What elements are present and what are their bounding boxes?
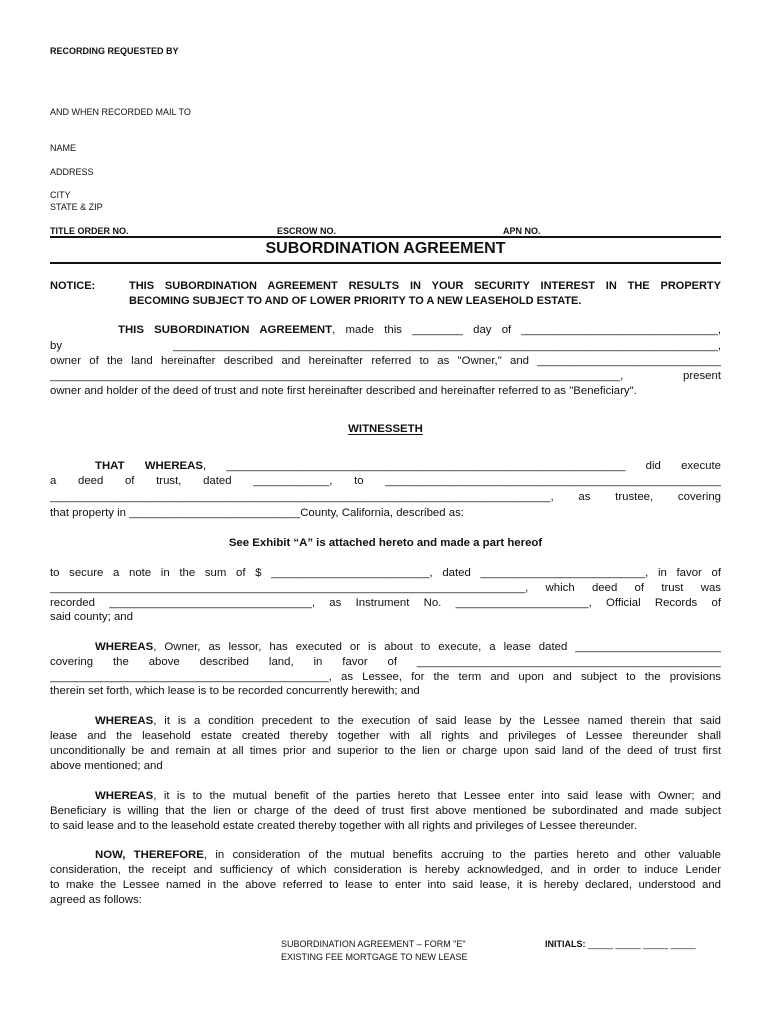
whereas2-line-3: ____________________________________________, as Lessee, for the term and upon and subject to the provisions <box>50 671 721 683</box>
whereas1-line-1: THAT WHEREAS, _______________________________________________________________ did execute <box>95 460 721 472</box>
title-rule <box>50 262 721 264</box>
state-zip-label: STATE & ZIP <box>50 202 103 212</box>
whereas3-lead: WHEREAS <box>95 715 154 727</box>
intro-line-3: owner of the land hereinafter described and hereinafter referred to as "Owner," and _____________________________ <box>50 355 721 367</box>
note-line-2: ___________________________________________________________________________, which deed of trust was <box>50 582 721 594</box>
whereas2-line-4: therein set forth, which lease is to be recorded concurrently herewith; and <box>50 685 420 697</box>
now-line-3: to make the Lessee named in the above referred to lease to enter into said lease, it is hereby declared, understood and <box>50 879 721 891</box>
whereas1-line-4: that property in ___________________________County, California, described as: <box>50 507 464 519</box>
whereas3-line-3: unconditionally be and remain at all times prior and superior to the lien or charge upon said land of the deed of trust first <box>50 745 721 757</box>
now-lead: NOW, THEREFORE <box>95 849 204 861</box>
footer-form-line-1: SUBORDINATION AGREEMENT – FORM "E" <box>281 939 466 949</box>
whereas3-line-1: WHEREAS, it is a condition precedent to the execution of said lease by the Lessee named therein that said <box>95 715 721 727</box>
whereas2-lead: WHEREAS <box>95 641 154 653</box>
intro-line-1 <box>50 324 721 336</box>
address-label: ADDRESS <box>50 167 94 177</box>
notice-line-2: BECOMING SUBJECT TO AND OF LOWER PRIORITY TO A NEW LEASEHOLD ESTATE. <box>129 295 582 307</box>
header-rule <box>50 236 721 238</box>
now-line-2: consideration, the receipt and sufficiency of which consideration is hereby acknowledged, and in order to induce Lender <box>50 864 721 876</box>
whereas2-line-2: covering the above described land, in favor of ________________________________________________ <box>50 656 721 668</box>
whereas2-line-1: WHEREAS, Owner, as lessor, has executed or is about to execute, a lease dated _______________________ <box>95 641 721 653</box>
document-title: SUBORDINATION AGREEMENT <box>265 240 506 257</box>
intro-line-1-text: , made this ________ day of _______________________________, <box>332 324 721 336</box>
exhibit-note: See Exhibit “A” is attached hereto and made a part hereof <box>228 537 543 549</box>
witnesseth-heading: WITNESSETH <box>348 423 423 435</box>
apn-label: APN NO. <box>503 226 541 236</box>
initials-label: INITIALS: <box>545 939 586 949</box>
whereas3-line-2: lease and the leasehold estate created thereby together with all rights and privileges of Lessee thereunder shall <box>50 730 721 742</box>
recording-requested-by: RECORDING REQUESTED BY <box>50 46 179 56</box>
intro-lead: THIS SUBORDINATION AGREEMENT <box>118 324 333 336</box>
note-line-4: said county; and <box>50 611 133 623</box>
whereas1-line-2: a deed of trust, dated ____________, to _____________________________________________________ <box>50 475 721 487</box>
whereas1-line-3: _______________________________________________________________________________, as trustee, covering <box>50 491 721 503</box>
intro-line-4: __________________________________________________________________________________________, present <box>50 370 721 382</box>
initials-blanks: _____ _____ _____ _____ <box>588 939 696 949</box>
when-recorded-label: AND WHEN RECORDED MAIL TO <box>50 107 191 117</box>
now-line-1: NOW, THEREFORE, in consideration of the mutual benefits accruing to the parties hereto and other valuable <box>95 849 721 861</box>
escrow-label: ESCROW NO. <box>277 226 337 236</box>
whereas3-line-4: above mentioned; and <box>50 760 163 772</box>
whereas4-line-1: WHEREAS, it is to the mutual benefit of the parties hereto that Lessee enter into said lease with Owner; and <box>95 790 721 802</box>
whereas1-lead: THAT WHEREAS <box>95 460 203 472</box>
city-label: CITY <box>50 190 71 200</box>
note-line-3: recorded ________________________________, as Instrument No. _____________________, Official Records of <box>50 597 721 609</box>
notice-line-1: THIS SUBORDINATION AGREEMENT RESULTS IN YOUR SECURITY INTEREST IN THE PROPERTY <box>129 280 721 292</box>
intro-line-2: by ______________________________________________________________________________________, <box>50 340 721 352</box>
whereas4-lead: WHEREAS <box>95 790 154 802</box>
footer-form-line-2: EXISTING FEE MORTGAGE TO NEW LEASE <box>281 952 468 962</box>
initials-area <box>545 939 696 949</box>
now-line-4: agreed as follows: <box>50 894 142 906</box>
title-order-label: TITLE ORDER NO. <box>50 226 129 236</box>
note-line-1: to secure a note in the sum of $ _________________________, dated __________________________, in favor of <box>50 567 721 579</box>
notice-label: NOTICE: <box>50 280 96 292</box>
whereas4-line-3: to said lease and to the leasehold estate created thereby together with all rights and privileges of Lessee thereunder. <box>50 820 637 832</box>
intro-line-5: owner and holder of the deed of trust and note first hereinafter described and hereinafter referred to as "Beneficiary". <box>50 385 637 397</box>
name-label: NAME <box>50 143 77 153</box>
whereas4-line-2: Beneficiary is willing that the lien or charge of the deed of trust first above mentioned be subordinated and made subject <box>50 805 721 817</box>
